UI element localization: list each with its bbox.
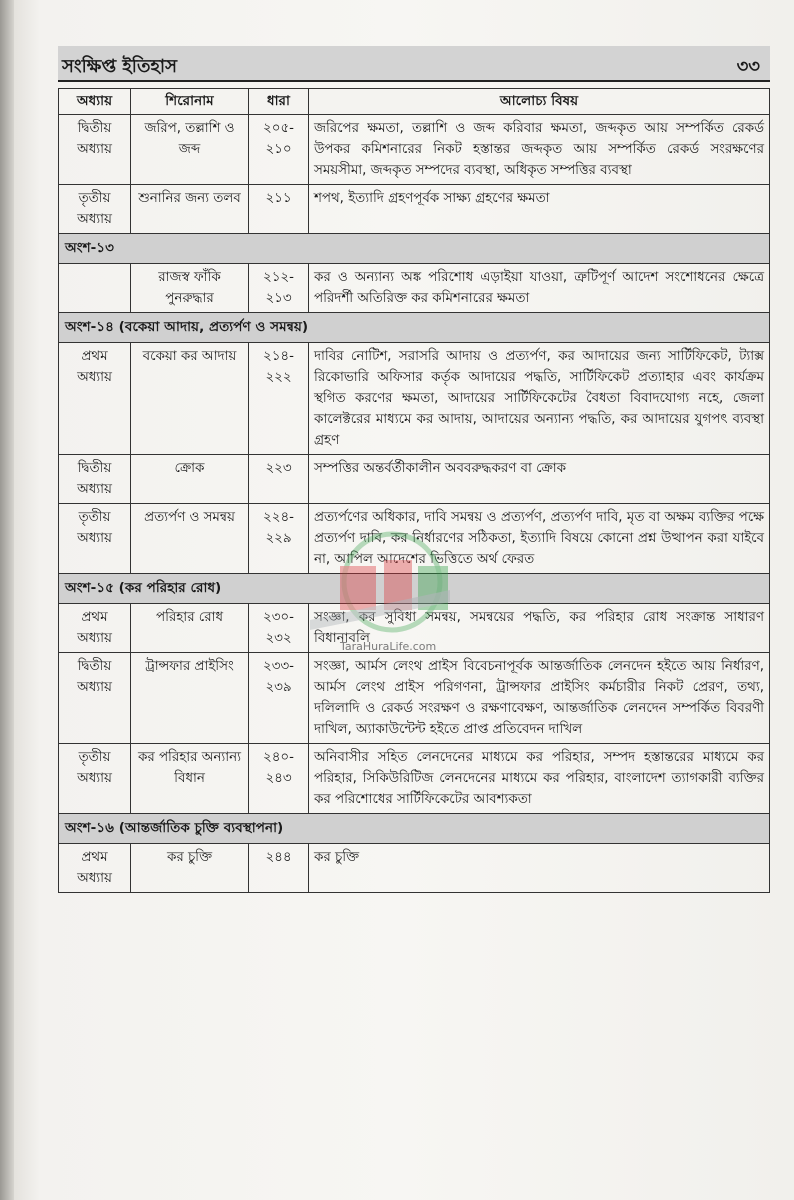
sections-cell: ২০৫- ২১০	[249, 115, 309, 185]
chapter-cell: তৃতীয় অধ্যায়	[59, 504, 131, 574]
part-heading: অংশ-১৬ (আন্তর্জাতিক চুক্তি ব্যবস্থাপনা)	[59, 814, 770, 844]
sections-cell: ২১১	[249, 185, 309, 234]
table-row	[59, 653, 770, 744]
subject-cell: দাবির নোটিশ, সরাসরি আদায় ও প্রত্যর্পণ, কর আদায়ের জন্য সার্টিফিকেট, ট্যাক্স রিকোভারি অফিসার কর্তৃক আদায়ের পদ্ধতি, সার্টিফিকেট প্রত্যাহার এবং কার্যক্রম স্থগিত করণের ক্ষমতা, আদায়ের সার্টিফিকেটের বৈধতা বিবাদযোগ্য নহে, জেলা কালেক্টরের মাধ্যমে কর আদায়, আদায়ের অন্যান্য পদ্ধতি, কর আদায়ের যুগপৎ ব্যবস্থা গ্রহণ	[309, 343, 770, 455]
watermark-text: TaraHuraLife.com	[340, 640, 437, 653]
subject-cell: জরিপের ক্ষমতা, তল্লাশি ও জব্দ করিবার ক্ষমতা, জব্দকৃত আয় সম্পর্কিত রেকর্ড উপকর কমিশনারের নিকট হস্তান্তর জব্দকৃত আয় সম্পর্কিত রেকর্ড সংরক্ষণের সময়সীমা, জব্দকৃত সম্পদের ব্যবস্থা, অধিকৃত সম্পত্তির ব্যবস্থা	[309, 115, 770, 185]
title-cell: প্রত্যর্পণ ও সমন্বয়	[131, 504, 249, 574]
chapter-cell: তৃতীয় অধ্যায়	[59, 185, 131, 234]
title-cell: শুনানির জন্য তলব	[131, 185, 249, 234]
title-cell: পরিহার রোধ	[131, 604, 249, 653]
part-heading-row	[59, 574, 770, 604]
table-row	[59, 455, 770, 504]
part-heading-row	[59, 313, 770, 343]
title-cell: বকেয়া কর আদায়	[131, 343, 249, 455]
chapter-cell: দ্বিতীয় অধ্যায়	[59, 455, 131, 504]
table-header-row	[59, 89, 770, 115]
part-heading: অংশ-১৩	[59, 234, 770, 264]
sections-cell: ২২৩	[249, 455, 309, 504]
chapter-cell: দ্বিতীয় অধ্যায়	[59, 653, 131, 744]
title-cell: ক্রোক	[131, 455, 249, 504]
sections-cell: ২৩০- ২৩২	[249, 604, 309, 653]
chapter-cell: প্রথম অধ্যায়	[59, 604, 131, 653]
column-header-sections: ধারা	[249, 89, 309, 115]
subject-cell: সংজ্ঞা, আর্মস লেংথ প্রাইস বিবেচনাপূর্বক আন্তর্জাতিক লেনদেন হইতে আয় নির্ধারণ, আর্মস লেংথ প্রাইস পরিগণনা, ট্রান্সফার প্রাইসিং কর্মচারীর নিকট প্রেরণ, তথ্য, দলিলাদি ও রেকর্ড সংরক্ষণ ও রক্ষণাবেক্ষণ, আন্তর্জাতিক লেনদেন সম্পর্কিত বিবরণী দাখিল, অ্যাকাউন্টেন্ট হইতে প্রাপ্ত প্রতিবেদন দাখিল	[309, 653, 770, 744]
chapter-cell: প্রথম অধ্যায়	[59, 844, 131, 893]
column-header-chapter: অধ্যায়	[59, 89, 131, 115]
content-table	[58, 88, 770, 893]
sections-cell: ২৪৪	[249, 844, 309, 893]
title-cell: কর চুক্তি	[131, 844, 249, 893]
part-heading: অংশ-১৪ (বকেয়া আদায়, প্রত্যর্পণ ও সমন্বয়)	[59, 313, 770, 343]
subject-cell: প্রত্যর্পণের অধিকার, দাবি সমন্বয় ও প্রত্যর্পণ, প্রত্যর্পণ দাবি, মৃত বা অক্ষম ব্যক্তির পক্ষে প্রত্যর্পণ দাবি, কর নির্ধারণের সঠিকতা, ইত্যাদি বিষয়ে কোনো প্রশ্ন উত্থাপন করা যাইবে না, আপিল আদেশের ভিত্তিতে অর্থ ফেরত	[309, 504, 770, 574]
table-body	[59, 115, 770, 893]
book-spine	[0, 0, 14, 1200]
part-heading-row	[59, 814, 770, 844]
table-row	[59, 844, 770, 893]
sections-cell: ২১৪- ২২২	[249, 343, 309, 455]
table-row	[59, 343, 770, 455]
part-heading: অংশ-১৫ (কর পরিহার রোধ)	[59, 574, 770, 604]
sections-cell: ২৪০- ২৪৩	[249, 744, 309, 814]
chapter-cell	[59, 264, 131, 313]
subject-cell: শপথ, ইত্যাদি গ্রহণপূর্বক সাক্ষ্য গ্রহণের ক্ষমতা	[309, 185, 770, 234]
part-heading-row	[59, 234, 770, 264]
sections-cell: ২১২- ২১৩	[249, 264, 309, 313]
column-header-subject: আলোচ্য বিষয়	[309, 89, 770, 115]
subject-cell: সম্পত্তির অন্তর্বর্তীকালীন অববরুদ্ধকরণ বা ক্রোক	[309, 455, 770, 504]
subject-cell: কর ও অন্যান্য অঙ্ক পরিশোধ এড়াইয়া যাওয়া, ত্রুটিপূর্ণ আদেশ সংশোধনের ক্ষেত্রে পরিদর্শী অতিরিক্ত কর কমিশনারের ক্ষমতা	[309, 264, 770, 313]
table-row	[59, 185, 770, 234]
running-header-title: সংক্ষিপ্ত ইতিহাস	[62, 56, 178, 77]
subject-cell: অনিবাসীর সহিত লেনদেনের মাধ্যমে কর পরিহার, সম্পদ হস্তান্তরের মাধ্যমে কর পরিহার, সিকিউরিটিজ লেনদেনের মাধ্যমে কর পরিহার, বাংলাদেশ ত্যাগকারী ব্যক্তির কর পরিশোধের সার্টিফিকেটের আবশ্যকতা	[309, 744, 770, 814]
table-row	[59, 744, 770, 814]
table-row	[59, 115, 770, 185]
title-cell: কর পরিহার অন্যান্য বিধান	[131, 744, 249, 814]
title-cell: রাজস্ব ফাঁকি পুনরুদ্ধার	[131, 264, 249, 313]
chapter-cell: দ্বিতীয় অধ্যায়	[59, 115, 131, 185]
sections-cell: ২৩৩- ২৩৯	[249, 653, 309, 744]
page-number: ৩৩	[736, 56, 760, 77]
subject-cell: সংজ্ঞা, কর সুবিধা সমন্বয়, সমন্বয়ের পদ্ধতি, কর পরিহার রোধ সংক্রান্ত সাধারণ বিধানাবলি	[309, 604, 770, 653]
table-row	[59, 504, 770, 574]
chapter-cell: প্রথম অধ্যায়	[59, 343, 131, 455]
sections-cell: ২২৪- ২২৯	[249, 504, 309, 574]
chapter-cell: তৃতীয় অধ্যায়	[59, 744, 131, 814]
title-cell: ট্রান্সফার প্রাইসিং	[131, 653, 249, 744]
table-row	[59, 264, 770, 313]
column-header-title: শিরোনাম	[131, 89, 249, 115]
title-cell: জরিপ, তল্লাশি ও জব্দ	[131, 115, 249, 185]
subject-cell: কর চুক্তি	[309, 844, 770, 893]
